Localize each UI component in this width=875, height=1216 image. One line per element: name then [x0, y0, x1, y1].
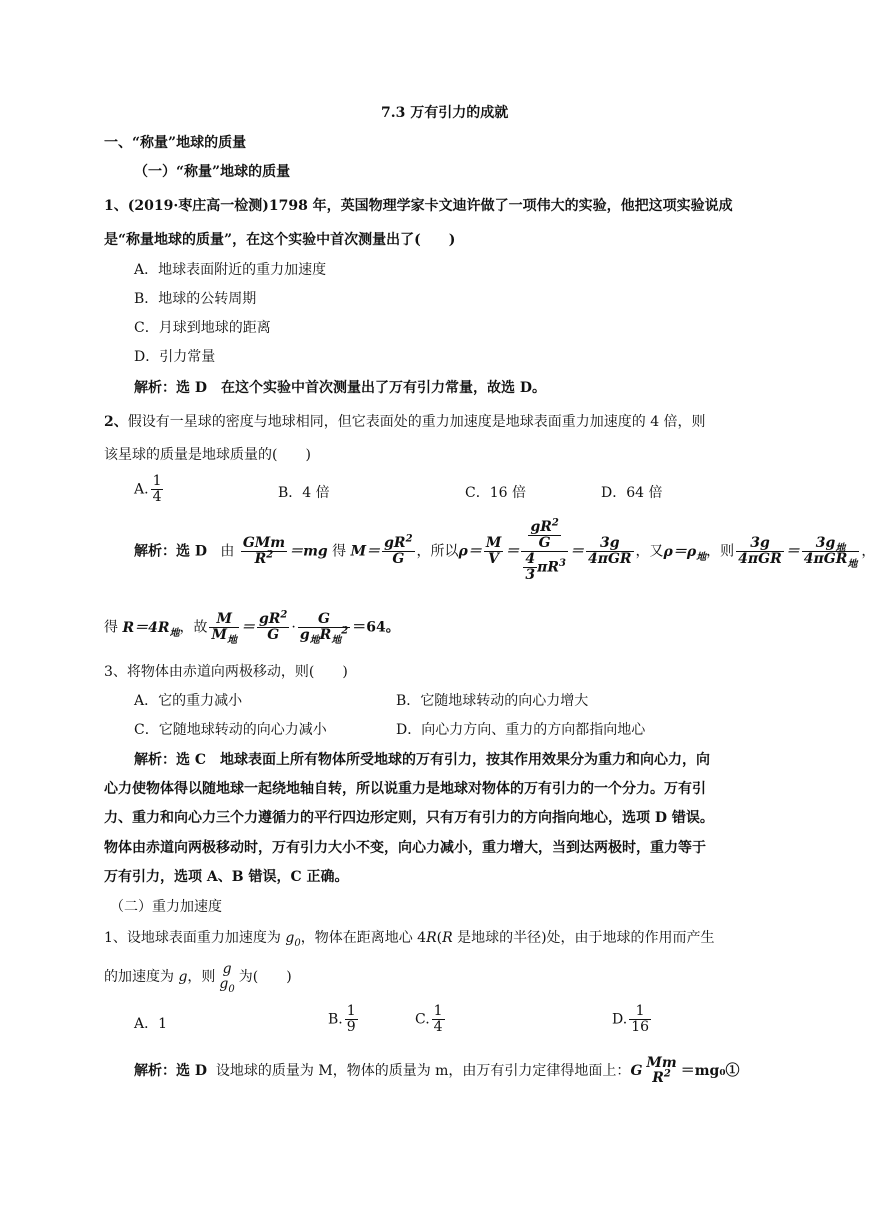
fraction-one-quarter: [151, 474, 164, 505]
q3-solution-line-3: 力、重力和向心力三个力遵循力的平行四边形定则，只有万有引力的方向指向地心，选项 D 错误。: [104, 810, 714, 826]
question-1-line-1: [104, 196, 733, 216]
question-number: 2、: [104, 414, 128, 430]
option-label: B.: [328, 1011, 343, 1028]
question-text: 假设有一星球的密度与地球相同，但它表面处的重力加速度是地球表面重力加速度的 4 倍，则: [127, 414, 706, 430]
question-text: (: [436, 930, 443, 946]
q3-option-b: B．它随地球转动的向心力增大: [396, 693, 589, 709]
q4-solution: [134, 1056, 739, 1086]
formula-fraction: $\frac{M}{V}$: [485, 535, 502, 567]
solution-text: 由: [220, 543, 235, 560]
formula-fraction: $\frac{3g}{\text{4πGR}}$: [587, 535, 632, 567]
solution-text: ，则: [706, 543, 735, 560]
denominator: 4: [433, 1019, 443, 1035]
question-text: ，则: [187, 969, 216, 985]
option-label: C.: [415, 1011, 430, 1028]
formula: $g_0$: [285, 930, 301, 949]
fraction: $\frac{1}{4}$: [433, 1003, 443, 1035]
section-heading-1: 一、“称量”地球的质量: [104, 135, 247, 151]
formula-fraction: $\frac{3g}{\text{4πGR}}$: [738, 535, 782, 567]
q1-option-c: C．月球到地球的距离: [134, 320, 271, 336]
question-text: 1798 年，英国物理学家卡文迪许做了一项伟大的实验，他把这项实验说成: [268, 198, 733, 214]
q1-option-b: B．地球的公转周期: [134, 291, 257, 307]
q3-option-c: C．它随地球转动的向心力减小: [134, 722, 327, 738]
option-label: A.: [134, 481, 149, 498]
question-text: 设地球表面重力加速度为: [126, 930, 286, 946]
solution-text: ，所以: [416, 543, 459, 560]
fraction: $\frac{1}{9}$: [346, 1003, 356, 1035]
q1-option-d: D．引力常量: [134, 349, 216, 365]
question-text: ，物体在距离地心 4: [300, 930, 427, 946]
formula-compound-fraction: $\frac{gR^2}{G}$ $\frac{4}{3}$ $\pi R^3$: [521, 520, 568, 583]
q1-solution: 解析：选 D 在这个实验中首次测量出了万有引力常量，故选 D。: [134, 380, 547, 396]
question-2-line-1: [104, 412, 706, 432]
solution-text: ，又: [635, 543, 664, 560]
formula-fraction: $\frac{M}{M_地}$: [211, 611, 237, 646]
solution-text: 得: [332, 543, 347, 560]
subsection-heading-2: （二）重力加速度: [110, 899, 222, 915]
numerator: 1: [152, 473, 162, 489]
formula-fraction: $\frac{3g_地}{4\pi GR_地}$: [803, 535, 858, 570]
solution-text: ＝mg₀①: [680, 1063, 740, 1079]
question-text: 的加速度为: [104, 969, 179, 985]
q3-solution-line-2: 心力使物体得以随地球一起绕地轴自转，所以说重力是地球对物体的万有引力的一个分力。万有引: [104, 781, 706, 797]
solution-text: ，故: [179, 619, 208, 636]
formula: ρ＝: [458, 543, 482, 560]
solution-label: 解析：选 D: [134, 543, 208, 560]
page-title: 7.3 万有引力的成就: [381, 105, 509, 121]
q2-option-b: B．4 倍: [278, 485, 330, 501]
q3-solution-line-1: 解析：选 C 地球表面上所有物体所受地球的万有引力，按其作用效果分为重力和向心力，向: [134, 752, 711, 768]
solution-text: 设地球的质量为 M，物体的质量为 m，由万有引力定律得地面上：: [215, 1063, 631, 1079]
question-1-line-2: 是“称量地球的质量”，在这个实验中首次测量出了( ): [104, 232, 456, 248]
solution-text: 得: [104, 619, 118, 636]
denominator: 9: [346, 1019, 356, 1035]
formula: G: [630, 1063, 643, 1079]
q3-solution-line-5: 万有引力，选项 A、B 错误，C 正确。: [104, 869, 349, 885]
denominator: 4: [152, 489, 162, 505]
q2-option-d: D．64 倍: [601, 485, 663, 501]
q4-option-a: A．1: [134, 1016, 168, 1032]
solution-label: 解析：选 D: [134, 1063, 208, 1079]
formula: ＝mg: [289, 543, 328, 560]
formula-fraction: g $g_0$: [219, 961, 235, 995]
question-4-line-2: 的加速度为 g，则 g $g_0$ 为( ): [104, 961, 292, 995]
question-text: 为( ): [238, 969, 292, 985]
formula-fraction: $\frac{gR^2}{G}$: [384, 533, 413, 567]
question-text: 是地球的半径)处，由于地球的作用而产生: [452, 930, 715, 946]
q2-option-c: C．16 倍: [465, 485, 526, 501]
question-number: 1、: [104, 930, 127, 946]
fraction: $\frac{1}{16}$: [631, 1003, 650, 1035]
q4-option-d: [612, 1004, 653, 1035]
formula-fraction: Mm $R^2$: [646, 1055, 677, 1086]
formula-fraction: $\frac{\text{GMm}}{R^2}$: [242, 535, 286, 567]
q3-option-d: D．向心力方向、重力的方向都指向地心: [396, 722, 646, 738]
formula: M＝: [350, 543, 381, 560]
formula-fraction: $\frac{G}{g_地R_地^2}$: [299, 611, 349, 646]
q4-option-c: [415, 1004, 447, 1035]
question-source: (2019·枣庄高一检测): [127, 198, 269, 214]
question-number: 1、: [104, 198, 128, 214]
q3-option-a: A．它的重力减小: [134, 693, 243, 709]
formula: $R=4R_地$: [122, 619, 180, 639]
q2-option-a: [134, 474, 165, 505]
q3-solution-line-4: 物体由赤道向两极移动时，万有引力大小不变，向心力减小，重力增大，当到达两极时，重力等于: [104, 840, 706, 856]
question-3: [104, 662, 348, 682]
question-text: 将物体由赤道向两极移动，则( ): [126, 664, 348, 680]
formula: $\rho=\rho_地$: [663, 543, 707, 563]
subsection-heading-1: （一）“称量”地球的质量: [134, 164, 291, 180]
q2-solution-line-2: 得 $R=4R_地$，故 $\frac{M}{M_地}$ ＝ $\frac{gR^2}{G}$ · $\frac{G}{g_地R_地^2}$ ＝64。: [104, 609, 400, 646]
formula-fraction: $\frac{gR^2}{G}$: [258, 609, 288, 643]
q1-option-a: A．地球表面附近的重力加速度: [134, 262, 327, 278]
denominator: 16: [631, 1019, 650, 1035]
question-4-line-1: 1、设地球表面重力加速度为 $g_0$，物体在距离地心 4R(R 是地球的半径)处，由于地球的作用而产生: [104, 930, 715, 949]
q2-solution-line-1: 解析：选 D 由 $\frac{\text{GMm}}{R^2}$ ＝mg 得 M＝ $\frac{gR^2}{G}$ ，所以ρ＝ $\frac{M}{V}$ ＝ $\frac{gR^2}{G}$ $\frac{4}{3}$ $\pi R^3$ ＝ $\frac{3g}{\text{4πGR}}$ ，又$\rho=\rho_地$，则 $\frac{3g}{\text{4πGR}}$ ＝ $\frac{3g_地}{4\pi GR_地}$ ，: [134, 517, 875, 583]
question-2-line-2: 该星球的质量是地球质量的( ): [104, 447, 311, 463]
solution-text: ＝64。: [352, 619, 400, 636]
question-number: 3、: [104, 664, 127, 680]
q4-option-b: [328, 1004, 360, 1035]
option-label: D.: [612, 1011, 628, 1028]
